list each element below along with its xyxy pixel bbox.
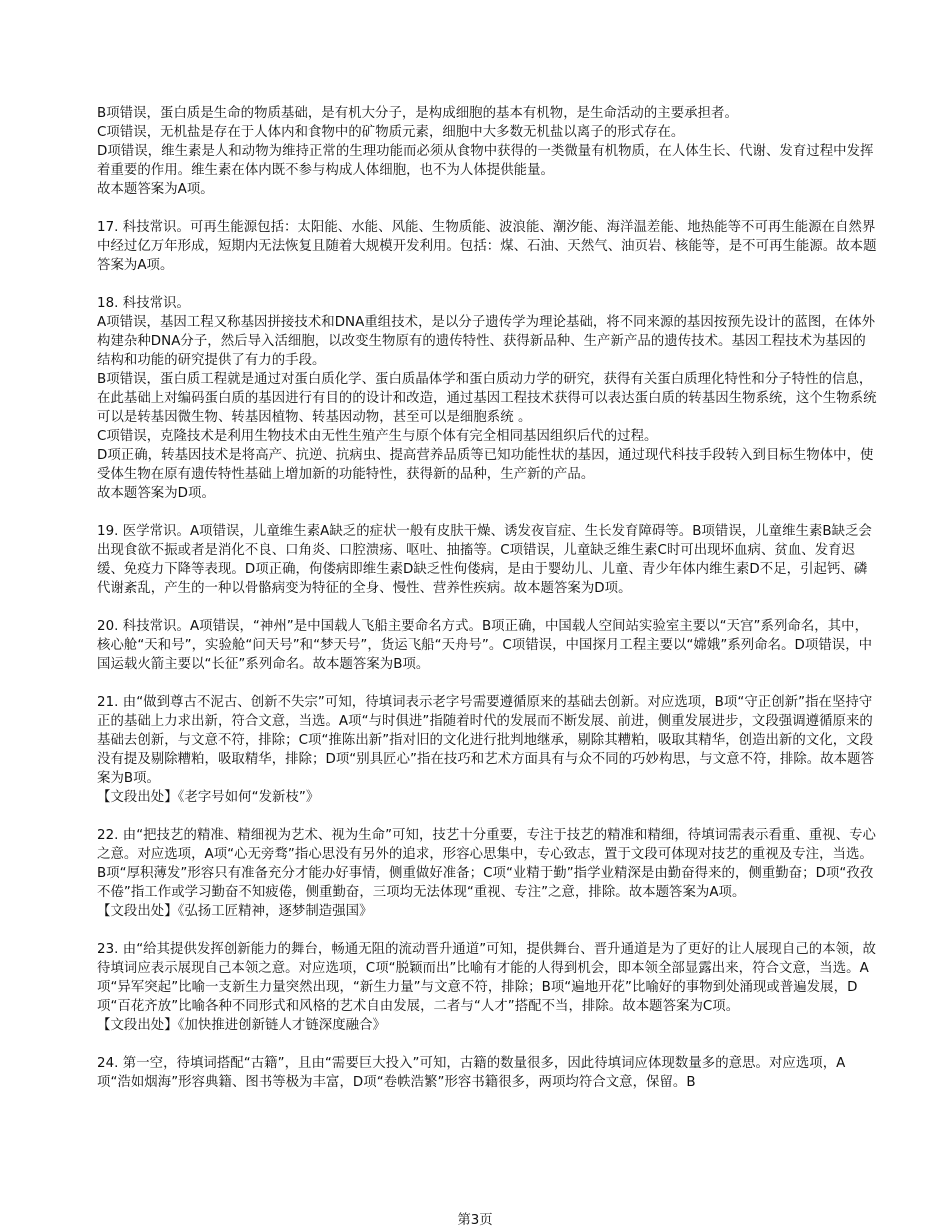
answer-conclusion: 故本题答案为D项。 <box>97 486 215 501</box>
answer-paragraph: B项错误，蛋白质是生命的物质基础，是有机大分子，是构成细胞的基本有机物，是生命活动的主要承担者。 <box>97 106 738 121</box>
question-21: 21. 由“做到尊古不泥古、创新不失宗”可知，待填词表示老字号需要遵循原来的基础去创新。对应选项，B项“守正创新”指在坚持守正的基础上力求出新，符合文意，当选。A项“与时俱进”指随着时代的发展而不断发展、前进，侧重发展进步，文段强调遵循原来的基础去创新，与文意不符，排除；C项“推陈出新”指对旧的文化进行批判地继承，剔除其糟粕，吸取其精华，创造出新的文化，文段没有提及剔除糟粕，吸取精华，排除；D项“别具匠心”指在技巧和艺术方面具有与众不同的巧妙构思，与文意不符，排除。故本题答案为B项。 <box>97 695 875 786</box>
answer-paragraph: D项错误，维生素是人和动物为维持正常的生理功能而必须从食物中获得的一类微量有机物质，在人体生长、代谢、发育过程中发挥着重要的作用。维生素在体内既不参与构成人体细胞，也不为人体提供能量。 <box>97 144 874 178</box>
answer-paragraph: B项错误，蛋白质工程就是通过对蛋白质化学、蛋白质晶体学和蛋白质动力学的研究，获得有关蛋白质理化特性和分子特性的信息，在此基础上对编码蛋白质的基因进行有目的的设计和改造，通过基因工程技术获得可以表达蛋白质的转基因生物系统，这个生物系统可以是转基因微生物、转基因植物、转基因动物，甚至可以是细胞系统 。 <box>97 372 877 425</box>
answer-paragraph: C项错误，无机盐是存在于人体内和食物中的矿物质元素，细胞中大多数无机盐以离子的形式存在。 <box>97 125 685 140</box>
question-23-source: 【文段出处】《加快推进创新链人才链深度融合》 <box>97 1018 386 1033</box>
question-20: 20. 科技常识。A项错误，“神州”是中国载人飞船主要命名方式。B项正确，中国载人空间站实验室主要以“天宫”系列命名，其中，核心舱“天和号”，实验舱“问天号”和“梦天号”，货运飞船“天舟号”。C项错误，中国探月工程主要以“嫦娥”系列命名。D项错误，中国运载火箭主要以“长征”系列命名。故本题答案为B项。 <box>97 619 873 672</box>
page-body <box>97 104 877 1092</box>
answer-conclusion: 故本题答案为A项。 <box>97 182 214 197</box>
answer-paragraph: C项错误，克隆技术是利用生物技术由无性生殖产生与原个体有完全相同基因组织后代的过程。 <box>97 429 658 444</box>
question-21-source: 【文段出处】《老字号如何“发新枝”》 <box>97 790 320 805</box>
question-24: 24. 第一空，待填词搭配“古籍”，且由“需要巨大投入”可知，古籍的数量很多，因此待填词应体现数量多的意思。对应选项，A项“浩如烟海”形容典籍、图书等极为丰富，D项“卷帙浩繁”形容书籍很多，两项均符合文意，保留。B <box>97 1056 846 1090</box>
answer-paragraph: D项正确，转基因技术是将高产、抗逆、抗病虫、提高营养品质等已知功能性状的基因，通过现代科技手段转入到目标生物体中，使受体生物在原有遗传特性基础上增加新的功能特性，获得新的品种，生产新的产品。 <box>97 448 874 482</box>
question-22: 22. 由“把技艺的精准、精细视为艺术、视为生命”可知，技艺十分重要，专注于技艺的精准和精细，待填词需表示看重、重视、专心之意。对应选项，A项“心无旁骛”指心思没有另外的追求，形容心思集中，专心致志，置于文段可体现对技艺的重视及专注，当选。B项“厚积薄发”形容只有准备充分才能办好事情，侧重做好准备；C项“业精于勤”指学业精深是由勤奋得来的，侧重勤奋；D项“孜孜不倦”指工作或学习勤奋不知疲倦，侧重勤奋，三项均无法体现“重视、专注”之意，排除。故本题答案为A项。 <box>97 828 876 900</box>
question-18-title: 18. 科技常识。 <box>97 296 190 311</box>
question-22-source: 【文段出处】《弘扬工匠精神，逐梦制造强国》 <box>97 904 373 919</box>
page-number: 第3页 <box>457 1213 493 1228</box>
question-17: 17. 科技常识。可再生能源包括：太阳能、水能、风能、生物质能、波浪能、潮汐能、海洋温差能、地热能等不可再生能源在自然界中经过亿万年形成，短期内无法恢复且随着大规模开发利用。包括：煤、石油、天然气、油页岩、核能等，是不可再生能源。故本题答案为A项。 <box>97 220 877 273</box>
question-19: 19. 医学常识。A项错误，儿童维生素A缺乏的症状一般有皮肤干燥、诱发夜盲症、生长发育障碍等。B项错误，儿童维生素B缺乏会出现食欲不振或者是消化不良、口角炎、口腔溃疡、呕吐、抽搐等。C项错误，儿童缺乏维生素C时可出现坏血病、贫血、发育迟缓、免疫力下降等表现。D项正确，佝偻病即维生素D缺乏性佝偻病，是由于婴幼儿、儿童、青少年体内维生素D不足，引起钙、磷代谢紊乱，产生的一种以骨骼病变为特征的全身、慢性、营养性疾病。故本题答案为D项。 <box>97 524 872 596</box>
question-23: 23. 由“给其提供发挥创新能力的舞台，畅通无阻的流动晋升通道”可知，提供舞台、晋升通道是为了更好的让人展现自己的本领，故待填词应表示展现自己本领之意。对应选项，C项“脱颖而出”比喻有才能的人得到机会，即本领全部显露出来，符合文意，当选。A项“异军突起”比喻一支新生力量突然出现，“新生力量”与文意不符，排除；B项“遍地开花”比喻好的事物到处涌现或普遍发展，D项“百花齐放”比喻各种不同形式和风格的艺术自由发展，二者与“人才”搭配不当，排除。故本题答案为C项。 <box>97 942 876 1014</box>
answer-paragraph: A项错误，基因工程又称基因拼接技术和DNA重组技术，是以分子遗传学为理论基础，将不同来源的基因按预先设计的蓝图，在体外构建杂种DNA分子，然后导入活细胞，以改变生物原有的遗传特性、获得新品种、生产新产品的遗传技术。基因工程技术为基因的结构和功能的研究提供了有力的手段。 <box>97 315 876 368</box>
